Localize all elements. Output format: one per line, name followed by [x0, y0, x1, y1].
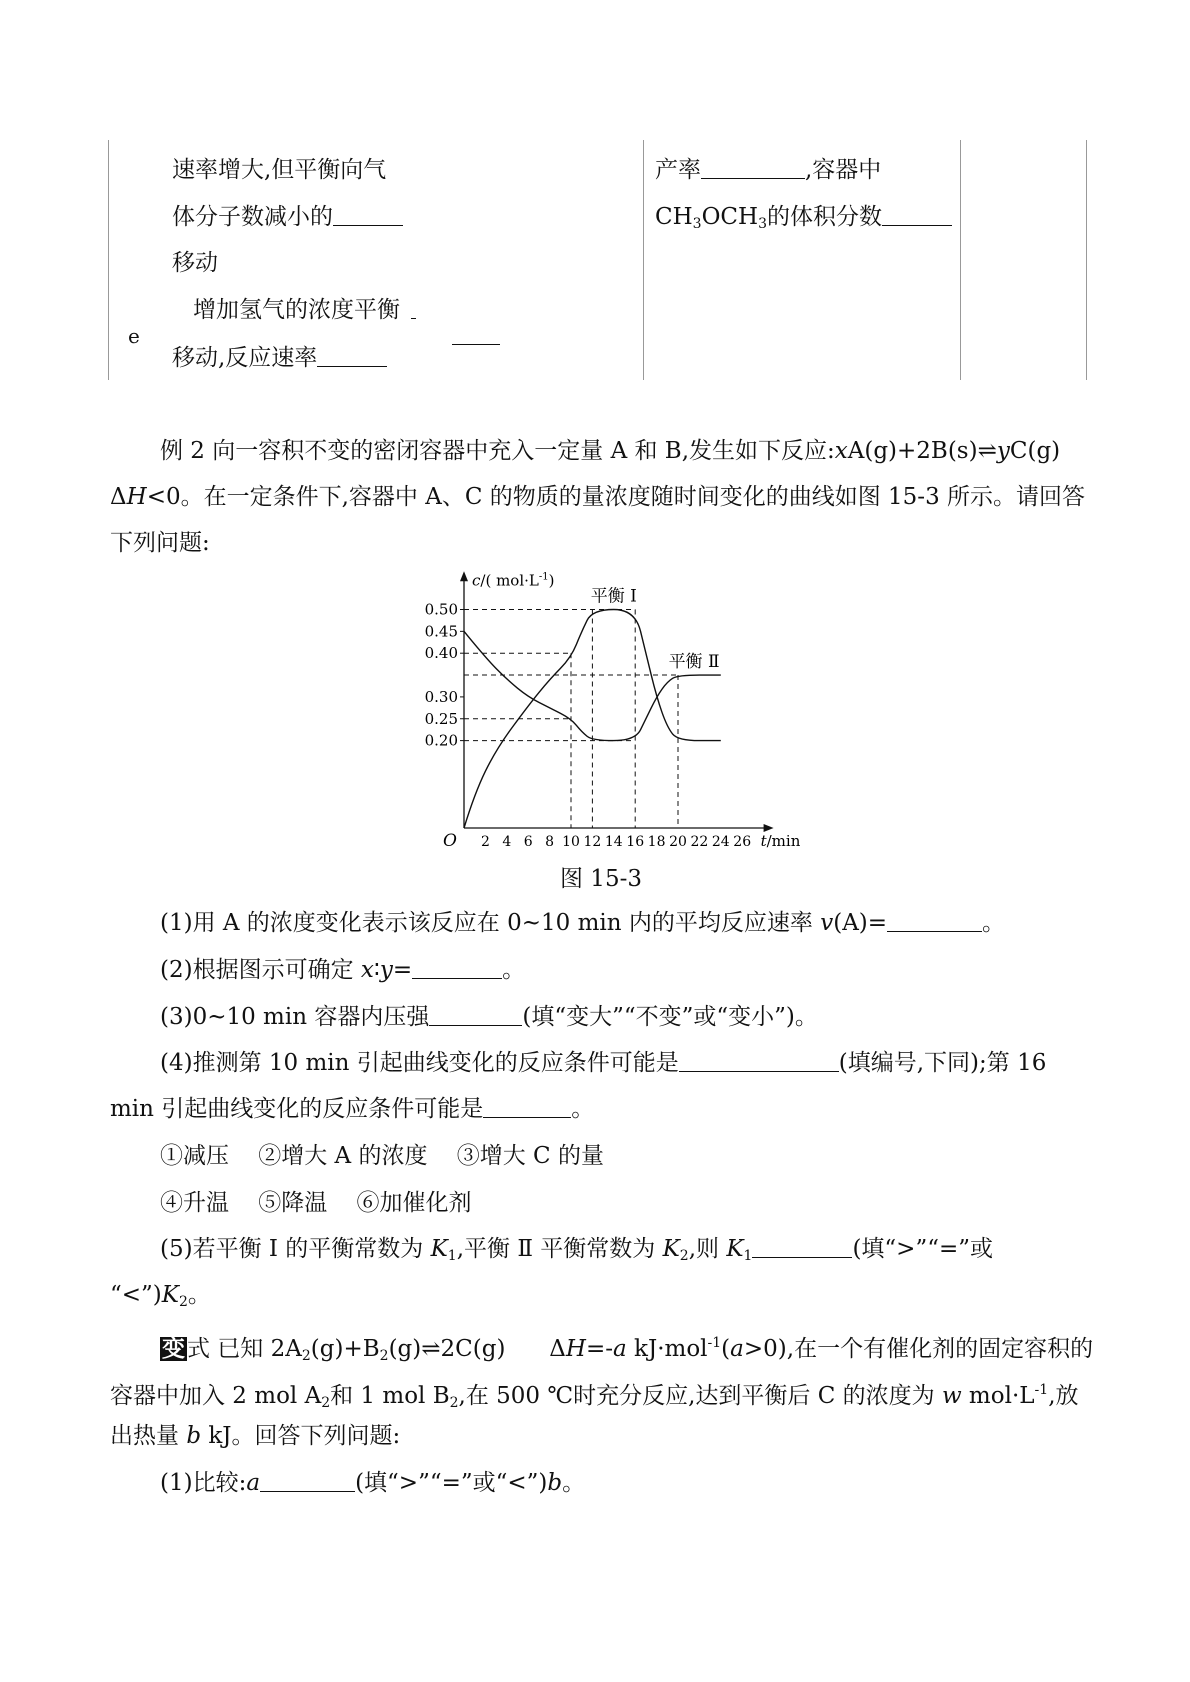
x-tick-label: 10: [562, 834, 580, 850]
answer-blank[interactable]: [260, 1471, 355, 1492]
text: (1)比较:: [160, 1470, 247, 1496]
variant-line2: [110, 1375, 1085, 1418]
subscript: 3: [692, 216, 702, 232]
x-tick-label: 6: [523, 834, 533, 850]
answer-blank[interactable]: [317, 346, 387, 367]
text: (填“>”“=”或“<”): [355, 1470, 548, 1496]
cell-text: CH: [655, 204, 693, 230]
cell-line: [655, 158, 881, 182]
answer-blank[interactable]: [701, 158, 805, 179]
text: (A)=: [833, 910, 888, 936]
origin-label: O: [443, 831, 457, 851]
table-border-right: [1086, 140, 1087, 380]
text: (2)根据图示可确定: [160, 957, 361, 983]
text: (5)若平衡 Ⅰ 的平衡常数为: [160, 1236, 431, 1262]
x-tick-label: 14: [604, 834, 623, 850]
x-tick-label: 24: [711, 834, 730, 850]
x-tick-label: 8: [545, 834, 555, 850]
question-4-cont: [110, 1094, 1085, 1124]
x-tick-label: 2: [480, 834, 490, 850]
y-tick-label: 0.50: [424, 600, 458, 619]
text: (g): [388, 1336, 422, 1362]
text: kJ·mol: [626, 1336, 708, 1362]
text: 。: [571, 1096, 595, 1122]
equilibrium-arrow-icon: ⇌: [421, 1336, 441, 1362]
y-tick-label: 0.45: [424, 622, 458, 641]
text: (g)+B: [310, 1336, 380, 1362]
cell-line: 增加氢气的浓度平衡: [193, 297, 400, 323]
table-border-left: [108, 140, 109, 380]
var-x: x: [834, 438, 848, 464]
answer-blank[interactable]: [483, 1097, 571, 1118]
var-K: K: [662, 1236, 680, 1262]
y-tick-label: 0.25: [424, 709, 458, 728]
x-tick-label: 22: [690, 834, 709, 850]
answer-blank[interactable]: [411, 318, 416, 319]
var-a: a: [613, 1336, 627, 1362]
superscript: -1: [707, 1335, 722, 1351]
equilibrium-annotation: 平衡 Ⅰ: [590, 586, 637, 607]
var-w: w: [941, 1383, 962, 1409]
y-axis-arrow-icon: [460, 571, 468, 581]
var-x: x: [360, 957, 374, 983]
cell-line: [655, 205, 952, 236]
var-a: a: [246, 1470, 261, 1496]
text: ,则: [688, 1236, 727, 1262]
cell-line: [172, 346, 387, 370]
text: 例 2 向一容积不变的密闭容器中充入一定量 A 和 B,发生如下反应:: [160, 438, 835, 464]
subscript: 1: [743, 1248, 753, 1264]
text: 。: [562, 1470, 586, 1496]
text: kJ。回答下列问题:: [201, 1423, 401, 1449]
text: 容器中加入 2 mol A: [110, 1383, 322, 1409]
subscript: 2: [321, 1395, 331, 1411]
cell-text: OCH: [701, 204, 759, 230]
x-tick-label: 12: [583, 834, 602, 850]
concentration-time-chart: [0, 560, 1190, 880]
text: ∶: [373, 957, 380, 983]
var-H: H: [126, 484, 147, 510]
y-tick-label: 0.40: [424, 644, 458, 663]
subscript: 2: [178, 1294, 188, 1310]
variant-line3: [110, 1421, 1085, 1451]
options-line1: ①减压 ②增大 A 的浓度 ③增大 C 的量: [160, 1143, 604, 1169]
answer-blank[interactable]: [412, 958, 502, 979]
answer-blank[interactable]: [452, 344, 500, 345]
text: =-: [585, 1336, 614, 1362]
subscript: 2: [449, 1395, 459, 1411]
text: (填“变大”“不变”或“变小”)。: [522, 1004, 818, 1030]
answer-blank[interactable]: [429, 1005, 522, 1026]
text: 出热量: [110, 1423, 187, 1449]
question-3: [160, 1002, 1135, 1032]
text: 。: [982, 910, 1006, 936]
x-tick-label: 20: [669, 834, 687, 850]
var-v: v: [820, 910, 834, 936]
options-line2: ④升温 ⑤降温 ⑥加催化剂: [160, 1190, 472, 1216]
text: (: [721, 1336, 731, 1362]
cell-text: 产率: [655, 157, 701, 183]
var-K: K: [430, 1236, 448, 1262]
var-H: H: [565, 1336, 586, 1362]
text: (1)用 A 的浓度变化表示该反应在 0~10 min 内的平均反应速率: [160, 910, 821, 936]
text: mol·L: [961, 1383, 1035, 1409]
variant-question-1: [160, 1468, 1135, 1498]
text: A(g)+2B(s): [847, 438, 978, 464]
x-tick-label: 4: [502, 834, 512, 850]
cell-text: 的体积分数: [767, 204, 883, 230]
equilibrium-arrow-icon: ⇌: [977, 438, 997, 464]
cell-line: 移动: [172, 250, 218, 276]
text: <0。在一定条件下,容器中 A、C 的物质的量浓度随时间变化的曲线如图 15-3 所示。请回答: [146, 484, 1086, 510]
equilibrium-annotation: 平衡 Ⅱ: [668, 652, 720, 673]
text: ,平衡 Ⅱ 平衡常数为: [456, 1236, 663, 1262]
cell-line: [172, 205, 403, 229]
answer-blank[interactable]: [333, 205, 403, 226]
text: ,在 500 ℃时充分反应,达到平衡后 C 的浓度为: [458, 1383, 942, 1409]
y-axis-label: c/( $mol\cdot L^{-1}$): [472, 571, 555, 590]
text: ,放: [1048, 1383, 1079, 1409]
example2-line1: [160, 436, 1135, 466]
question-1: [160, 908, 1135, 938]
text: (填“>”“=”或: [852, 1236, 994, 1262]
y-tick-label: 0.30: [424, 687, 458, 706]
text: C(g): [1009, 438, 1061, 464]
cell-text: ,容器中: [805, 157, 882, 183]
variant-badge: 变: [162, 1335, 185, 1362]
answer-blank[interactable]: [679, 1051, 839, 1072]
cell-text: 体分子数减小的: [172, 204, 333, 230]
cell-text: 移动,反应速率: [172, 345, 318, 371]
text: 。: [187, 1282, 211, 1308]
subscript: 2: [301, 1348, 311, 1364]
answer-blank[interactable]: [882, 205, 952, 226]
text: 2C(g) Δ: [440, 1336, 566, 1362]
text: 和 1 mol B: [330, 1383, 450, 1409]
text: Δ: [110, 484, 127, 510]
text: (填编号,下同);第 16: [838, 1050, 1047, 1076]
row-label: e: [128, 324, 140, 348]
var-b: b: [186, 1423, 202, 1449]
figure-caption: 图 15-3: [560, 866, 642, 892]
subscript: 3: [758, 216, 768, 232]
text: “<”): [110, 1282, 162, 1308]
subscript: 2: [379, 1348, 389, 1364]
x-tick-label: 18: [647, 834, 666, 850]
text: 已知 2A: [210, 1336, 302, 1362]
subscript: 1: [447, 1248, 457, 1264]
example2-line3: 下列问题:: [110, 530, 210, 556]
x-axis-label: t/min: [760, 832, 801, 850]
x-tick-label: 26: [733, 834, 752, 850]
text: =: [392, 957, 413, 983]
variant-line1: [160, 1328, 1135, 1371]
var-a: a: [730, 1336, 744, 1362]
question-5-cont: [110, 1280, 1085, 1317]
x-tick-label: 16: [626, 834, 645, 850]
question-5: [160, 1234, 1135, 1271]
table-border-col3: [960, 140, 961, 380]
var-K: K: [726, 1236, 744, 1262]
answer-blank[interactable]: [887, 911, 982, 932]
y-tick-label: 0.20: [424, 731, 458, 750]
superscript: -1: [1034, 1382, 1049, 1398]
x-axis-arrow-icon: [764, 824, 774, 832]
text: 。: [502, 957, 526, 983]
var-b: b: [547, 1470, 563, 1496]
text: >0),在一个有催化剂的固定容积的: [743, 1336, 1094, 1362]
var-K: K: [161, 1282, 179, 1308]
example2-line2: [110, 482, 1085, 512]
question-2: [160, 955, 1135, 985]
text: 式: [187, 1336, 210, 1362]
question-4: [160, 1048, 1135, 1078]
var-y: y: [996, 438, 1010, 464]
text: min 引起曲线变化的反应条件可能是: [110, 1096, 484, 1122]
subscript: 2: [679, 1248, 689, 1264]
answer-blank[interactable]: [752, 1237, 852, 1258]
table-border-col2: [643, 140, 644, 380]
text: (4)推测第 10 min 引起曲线变化的反应条件可能是: [160, 1050, 679, 1076]
cell-line: 速率增大,但平衡向气: [172, 157, 387, 183]
var-y: y: [379, 957, 393, 983]
text: (3)0~10 min 容器内压强: [160, 1004, 430, 1030]
